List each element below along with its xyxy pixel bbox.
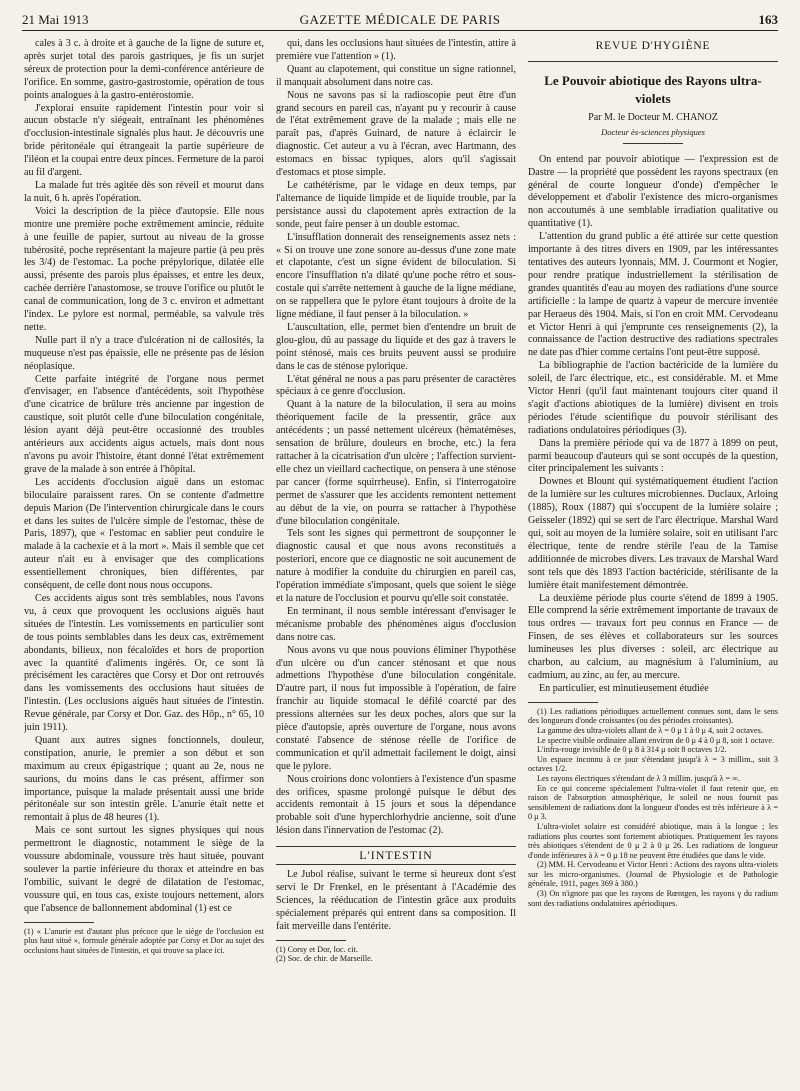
paragraph: Nous ne savons pas si la radioscopie peut être d'un grand secours en pareil cas, n'ayant pu y recourir à cause de l'état extrêmement grave de la malade ; mais elle ne paraît pas, d'après Guinard, de nature à éclaircir le diagnostic. Cet auteur a vu à l'écran, avec Hartmann, des estomacs en bissac typiques, alors qu'il s'agissait d'estomacs et ptose simple. xyxy=(276,89,516,179)
article-author: Par M. le Docteur M. CHANOZ xyxy=(588,111,718,123)
section-heading-hygiene: REVUE D'HYGIÈNE xyxy=(595,40,711,52)
paragraph: L'état général ne nous a pas paru présenter de caractères spéciaux à ce genre d'occlusion. xyxy=(276,373,516,398)
footnote: L'ultra-violet solaire est considéré abiotique, mais à la longue ; les radiations plus courtes sont fortement abiotiques. Pratiquement les rayons très abiotiques s'étendent de 0 μ 2 à 0 μ 26. Les radiations de longueur d'onde inférieures à λ = 0 μ 18 ne peuvent être étudiées que dans le vide. xyxy=(528,821,778,860)
author-credential: Docteur ès-sciences physiques xyxy=(601,126,705,137)
paragraph: Le cathétérisme, par le vidage en deux temps, par l'alternance de liquide limpide et de liquide trouble, par la persistance aussi du clapotement après extraction de la sonde, peut faire penser à un double estomac. xyxy=(276,179,516,230)
footnote-rule xyxy=(528,702,598,703)
paragraph: En particulier, est minutieusement étudiée xyxy=(539,682,709,694)
paragraph: Nous croirions donc volontiers à l'existence d'un spasme des orifices, spasme prolongé puisque le début des accidents remontait à 15 jours et sous la dépendance probable soit d'une hyperchlorhydrie ancienne, soit d'une lésion dans l'innervation de l'estomac (2). xyxy=(276,773,516,837)
column-1 xyxy=(24,38,264,1088)
footnote: (1) Les radiations périodiques actuellement connues sont, dans le sens des longueurs d'onde croissantes (ou des périodes croissantes). xyxy=(528,706,778,726)
paragraph: L'auscultation, elle, permet bien d'entendre un bruit de glou-glou, dû au passage du liquide et des gaz à travers le point sténosé, mais ces bruits peuvent aussi se produire dans le cas de sténose pylorique. xyxy=(276,321,516,372)
footnote: Les rayons électriques s'étendant de λ 3 millim. jusqu'à λ = ∞. xyxy=(537,773,741,783)
footnote: (3) On n'ignore pas que les rayons de Rœntgen, les rayons γ du radium sont des radiations ondulatoires apériodiques. xyxy=(528,889,778,908)
footnote: Le spectre visible ordinaire allant environ de 0 μ 4 à 0 μ 8, soit 1 octave. xyxy=(537,735,775,745)
paragraph: L'insufflation donnerait des renseignements assez nets : « Si on trouve une zone sonore au-dessus d'une zone mate et clapotante, c'est un signe évident de biloculation. Si encore l'insufflation n'a dilaté qu'une poche rétro et sous-costale qui s'arrête nettement à gauche de la ligne médiane, on se rappellera que le pylore étant toujours à droite de la ligne médiane, il faut penser à la biloculation. » xyxy=(276,231,516,321)
footnote: (2) Soc. de chir. de Marseille. xyxy=(276,954,373,964)
paragraph: J'explorai ensuite rapidement l'intestin pour voir si aucun obstacle n'y siégeait, entraînant les phénomènes d'occlusion-intestinale signalés plus haut. Je découvris une bride péritonéale qui étrangeait la partie supérieure de l'iléon et la coupai entre deux pinces. Fermeture de la paroi au fil d'argent. xyxy=(24,102,264,179)
column-2 xyxy=(276,38,516,1088)
footnote: En ce qui concerne spécialement l'ultra-violet il faut retenir que, en raison de l'absorption atmosphérique, le soleil ne nous fournit pas sensiblement de radiations dont la longueur d'ondes est très inférieure à λ = 0 μ 3. xyxy=(528,783,778,822)
page-header xyxy=(22,10,778,31)
paragraph: On entend par pouvoir abiotique — l'expression est de Dastre — la propriété que possèdent les rayons spectraux (en général de courte longueur d'onde) d'empêcher le développement et d'abolir l'existence des micro-organismes non accoutumés à une semblable irradiation qualitative ou quantitative (1). xyxy=(528,153,778,230)
paragraph: Mais ce sont surtout les signes physiques qui nous permettront le diagnostic, notamment le siège de la voussure abdominale, voussure très haut située, pouvant soulever la partie inférieure du thorax et atteindre en bas l'ombilic, suivant le degré de dilatation de l'estomac, voussure qui, en tous cas, existe toujours nettement, alors que l'absence de ballonnement abdominal (1) est ce xyxy=(24,825,264,914)
paragraph: cales à 3 c. à droite et à gauche de la ligne de suture et, après surjet total des parois gastriques, je fis un surjet séreux de protection pour la demi-conférence antérieure de l'orifice. En somme, gastro-gastrostomie, opération de tous points analogues à la gastro-entérostomie. xyxy=(24,38,264,101)
section-rule xyxy=(528,61,778,62)
journal-title: GAZETTE MÉDICALE DE PARIS xyxy=(299,12,501,27)
article-title: Le Pouvoir abiotique des Rayons ultra-violets xyxy=(544,72,762,106)
footnotes xyxy=(528,707,778,908)
paragraph: La bibliographie de l'action bactéricide de la lumière du soleil, de l'arc électrique, etc., est considérable. M. et Mme Victor Henri (qu'il faut maintenant toujours citer quand il s'agit d'actions abiotiques de la lumière) divisent en trois périodes l'étude scientifique du pouvoir stérilisant des radiations ondulatoires périodiques (3). xyxy=(528,360,778,436)
paragraph: Les accidents d'occlusion aiguë dans un estomac biloculaire paraissent rares. On se contente d'admettre depuis Marion (De l'intervention chirurgicale dans le cours et dans les suites de l'ulcère simple de l'estomac, thèse de Paris, 1897), que « l'estomac en sablier peut conduire le malade à la cachexie et à la mort ». Mais il semble que cet auteur n'ait eu à envisager que des complications essentiellement chroniques, bien différentes, par conséquent, de celle dont nous nous occupons. xyxy=(24,476,264,592)
footnote: (2) MM. H. Cervodeanu et Victor Henri : Actions des rayons ultra-violets sur les micro-organismes. (Journal de Physiologie et de Pathologie générale, 1911, pages 369 à 380.) xyxy=(528,860,778,889)
paragraph: La malade fut très agitée dès son réveil et mourut dans la nuit, 6 h. après l'opération. xyxy=(24,179,264,204)
paragraph: Voici la description de la pièce d'autopsie. Elle nous montre une première poche extrêmement amincie, réduite à une feuille de papier, surtout au niveau de la grosse tubérosité, poche représentant la majeure partie (à peu près les 3/4) de l'estomac. La poche prépylorique, dilatée elle aussi, présente des parois plus épaisses, et entre les deux, cachée derrière l'anastomose, se trouve l'orifice ou plutôt le canal de communication, long de 3 c. environ et admettant l'index. Le pylore est normal, perméable, sa valvule très nette. xyxy=(24,205,264,333)
paragraph: Nulle part il n'y a trace d'ulcération ni de callosités, la muqueuse n'est pas épaissie, elle ne présente pas de lésion néoplasique. xyxy=(24,334,264,372)
paragraph: Downes et Blount qui systématiquement étudient l'action de la lumière sur les cultures microbiennes. Duclaux, Arloing (1885), Roux (1887) qui s'occupent de la lumière solaire ; Geisseler (1892) qui se sert de l'arc électrique. Marshal Ward qui, soit au moyen de la lumière solaire, soit en utilisant l'arc électrique, tente de rendre stérile l'eau de la Tamise additionnée de microbes divers. Les travaux de Marshal Ward sont tels que dès 1893 l'action bactéricide, stérilisante de la lumière était manifestement démontrée. xyxy=(528,476,778,591)
column-3 xyxy=(528,38,778,1088)
page-number: 163 xyxy=(758,12,778,27)
paragraph: Dans la première période qui va de 1877 à 1899 on peut, parmi beaucoup d'auteurs qui se sont occupés de la question, citer principalement les suivants : xyxy=(528,437,778,475)
footnote-rule xyxy=(24,922,94,923)
footnote: La gamme des ultra-violets allant de λ = 0 μ 1 à 0 μ 4, soit 2 octaves. xyxy=(537,725,763,735)
footnote: L'infra-rouge invisible de 0 μ 8 à 314 μ soit 8 octaves 1/2. xyxy=(537,745,727,755)
paragraph: qui, dans les occlusions haut situées de l'intestin, attire à première vue l'attention » (1). xyxy=(276,38,516,62)
paragraph: Cette parfaite intégrité de l'organe nous permet d'envisager, en l'absence d'antécédents, soit l'hypothèse d'une cicatrice de brûlure très ancienne par ingestion de caustique, soit plutôt celle d'une biloculation congénitale, lésion ayant déjà peut-être occasionné des troubles antérieurs aux accidents aigus actuels, mais dont nous n'avons pu avoir l'histoire, étant donné l'état extrêmement grave de la malade à son entrée à l'hôpital. xyxy=(24,373,264,475)
paragraph: Tels sont les signes qui permettront de soupçonner le diagnostic causal et que nous avons reconstitués a posteriori, encore que ce diagnostic ne soit aucunement de nature à modifier la conduite du chirurgien en pareil cas, l'opération immédiate s'imposant, quels que soient le siège et la nature de l'occlusion et pourvu qu'elle soit constatée. xyxy=(276,528,516,604)
issue-date: 21 Mai 1913 xyxy=(22,12,89,27)
title-rule xyxy=(623,143,683,144)
paragraph: L'attention du grand public a été attirée sur cette question importante à des titres divers en 1909, par les intéressantes tentatives des auteurs lyonnais, MM. J. Courmont et Nogier, pour rendre pratique industriellement la stérilisation de grandes quantités d'eau au moyen des radiations d'une source artificielle : la lampe de quartz à vapeur de mercure inventée par Heraeus dès 1904. Mais, si l'on en croit MM. Cervodeanu et Victor Henri à qui j'emprunte ces renseignements (2), la connaissance de l'action destructive des radiations spectrales ne date pas d'hier comme certains l'ont peut-être supposé. xyxy=(528,231,778,359)
paragraph: Nous avons vu que nous pouvions éliminer l'hypothèse d'un ulcère ou d'un cancer sténosant et que nous admettions l'hypothèse d'une biloculation congénitale. D'autre part, il nous fut impossible à l'opération, de faire franchir au liquide stomacal le défilé coarcté par des pressions alternées sur les deux poches, alors que sur la pièce d'autopsie, après ouverture de l'organe, nous avons constaté l'absence de sténose réelle de l'orifice de communication et qu'il admettait facilement le doigt, ainsi que le pylore. xyxy=(276,644,516,772)
paragraph: Ces accidents aigus sont très semblables, nous l'avons vu, à ceux que provoquent les occlusions aiguës haut situées de l'intestin. Les vomissements en particulier sont de tous points semblables dans les deux cas, extrêmement abondants, bilieux, non fécaloïdes et hors de proportion avec la quantité d'aliments ingérés. Or, ce sont là précisément les caractères que Corsy et Dor ont retrouvés dans les vomissements des occlusions haut situées de l'intestin. (Les occlusions aiguës haut situées de l'intestin. Revue générale, par Corsy et Dor. Gaz. des Hôp., n° 65, 10 juin 1911). xyxy=(24,592,264,734)
paragraph: Quant au clapotement, qui constitue un signe rationnel, il manquait absolument dans notre cas. xyxy=(276,63,516,88)
advertisement-text: Le Jubol réalise, suivant le terme si heureux dont s'est servi le Dr Frenkel, en le présentant à l'Académie des Sciences, la rééducation de l'intestin grâce aux produits spécialement préparés qui entrent dans sa composition. Il fait merveille dans l'entérite. xyxy=(276,869,516,932)
footnote-rule xyxy=(276,940,346,941)
paragraph: Quant aux autres signes fonctionnels, douleur, constipation, anurie, le premier a son début et son maximum au creux épigastrique ; quant au 2e, nous ne saurions, du moins dans le cas présent, affirmer son importance, puisque la malade présentait aussi une bride péritonéale sur son intestin grêle. L'anurie était nette et remontait à plus de 48 heures (1). xyxy=(24,734,264,824)
section-heading-intestin: L'INTESTIN xyxy=(276,846,516,865)
footnote: (1) « L'anurie est d'autant plus précoce que le siège de l'occlusion est plus haut situé », formule générale adoptée par Corsy et Dor au sujet des occlusions haut situées de l'intestin, et qui trouve sa place ici. xyxy=(24,926,264,955)
footnote: Un espace inconnu à ce jour s'étendant jusqu'à λ = 3 millim., soit 3 octaves 1/2. xyxy=(528,754,778,774)
footnote: (1) Corsy et Dor, loc. cit. xyxy=(276,944,358,954)
paragraph: Quant à la nature de la biloculation, il sera au moins théoriquement facile de la pressentir, grâce aux antécédents ; un passé nettement ulcéreux (hématémèses, sensation de brûlure, douleurs en broche, etc.) la fera rattacher à la cicatrisation d'un ulcère ; l'affection survient-elle chez un vieillard cachectique, on pensera à une sténose par cancer (forme squirrheuse). Enfin, si l'interrogatoire permet de s'assurer que les accidents remontent nettement au début de la vie, on pourra se rattacher à l'hypothèse d'une biloculation congénitale. xyxy=(276,399,516,527)
paragraph: La deuxième période plus courte s'étend de 1899 à 1905. Elle comprend la série extrêmement importante de travaux de tous ordres — travaux fort peu connus en France — de Finsen, de ses élèves et collaborateurs sur les sources lumineuses les plus diverses : soleil, arc électrique au charbon, au calcium, au magnésium à l'aluminium, au cadmium, au zinc, au fer, au mercure. xyxy=(528,592,778,681)
paragraph: En terminant, il nous semble intéressant d'envisager le mécanisme probable des phénomènes aigus d'occlusion dans notre cas. xyxy=(276,605,516,643)
